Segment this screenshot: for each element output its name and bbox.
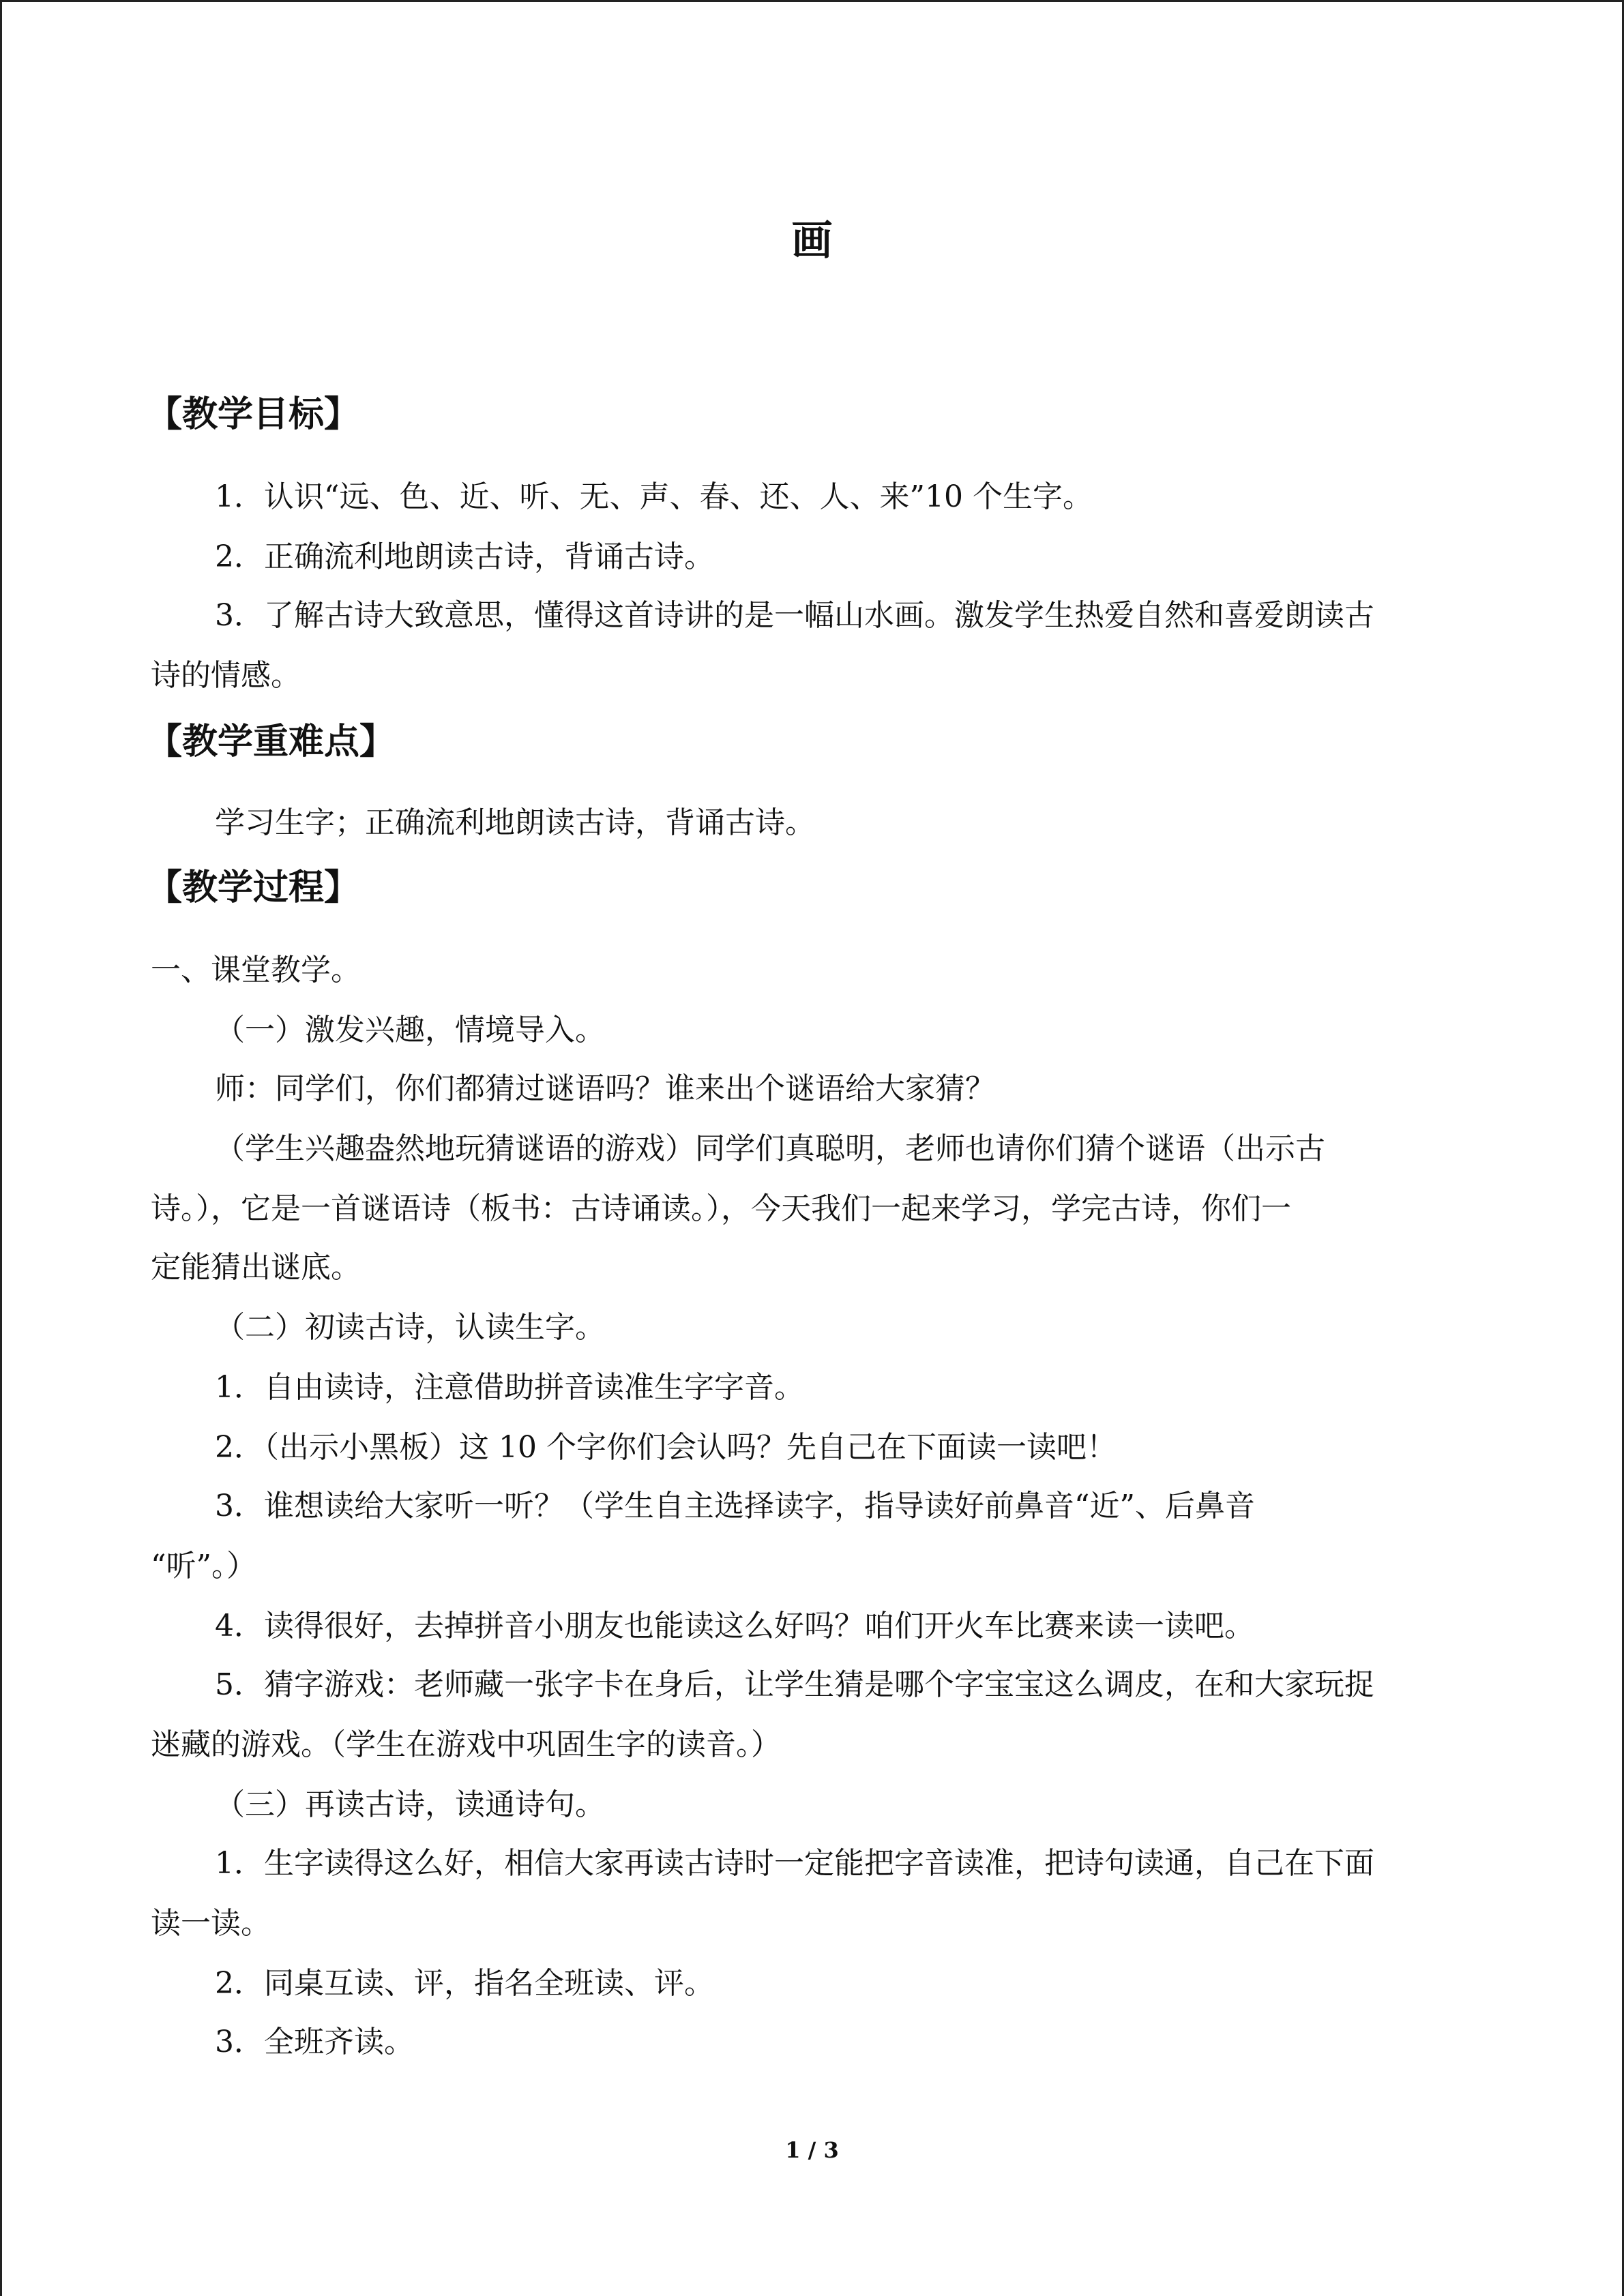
process-line: 4．读得很好，去掉拼音小朋友也能读这么好吗？咱们开火车比赛来读一读吧。 (215, 1609, 1254, 1643)
process-line: “听”。） (151, 1549, 256, 1583)
process-line: 读一读。 (151, 1906, 271, 1941)
process-line: 诗。），它是一首谜语诗（板书：古诗诵读。），今天我们一起来学习，学完古诗，你们一 (151, 1191, 1291, 1226)
process-line: 3．谁想读给大家听一听？（学生自主选择读字，指导读好前鼻音“近”、后鼻音 (215, 1489, 1255, 1523)
page-number: 1 / 3 (785, 2137, 839, 2163)
difficulty-line: 学习生字；正确流利地朗读古诗，背诵古诗。 (215, 805, 815, 840)
process-line: （学生兴趣盎然地玩猜谜语的游戏）同学们真聪明，老师也请你们猜个谜语（出示古 (215, 1131, 1325, 1166)
goal-line-1: 1．认识“远、色、近、听、无、声、春、还、人、来”10 个生字。 (215, 479, 1093, 514)
process-line: （二）初读古诗，认读生字。 (215, 1310, 605, 1345)
section-heading-process: 【教学过程】 (147, 867, 360, 908)
process-line: 2．（出示小黑板）这 10 个字你们会认吗？先自己在下面读一读吧！ (215, 1430, 1117, 1465)
process-line: （三）再读古诗，读通诗句。 (215, 1787, 605, 1822)
process-line: 2．同桌互读、评，指名全班读、评。 (215, 1966, 714, 2001)
process-line: 1．生字读得这么好，相信大家再读古诗时一定能把字音读准，把诗句读通，自己在下面 (215, 1846, 1374, 1881)
section-heading-difficulty: 【教学重难点】 (147, 721, 396, 762)
goal-line-3a: 3．了解古诗大致意思，懂得这首诗讲的是一幅山水画。激发学生热爱自然和喜爱朗读古 (215, 598, 1374, 633)
document-title: 画 (791, 217, 833, 265)
process-line: 1．自由读诗，注意借助拼音读准生字字音。 (215, 1370, 804, 1405)
process-line: 师：同学们，你们都猜过谜语吗？谁来出个谜语给大家猜？ (215, 1071, 995, 1106)
goal-line-3b: 诗的情感。 (151, 658, 301, 693)
process-line: 一、课堂教学。 (151, 953, 361, 987)
process-line: 5．猜字游戏：老师藏一张字卡在身后，让学生猜是哪个字宝宝这么调皮，在和大家玩捉 (215, 1667, 1374, 1702)
section-heading-goals: 【教学目标】 (147, 394, 360, 435)
process-line: （一）激发兴趣，情境导入。 (215, 1013, 605, 1047)
process-line: 迷藏的游戏。（学生在游戏中巩固生字的读音。） (151, 1727, 781, 1762)
goal-line-2: 2．正确流利地朗读古诗，背诵古诗。 (215, 539, 714, 574)
process-line: 3．全班齐读。 (215, 2025, 414, 2059)
process-line: 定能猜出谜底。 (151, 1250, 361, 1285)
